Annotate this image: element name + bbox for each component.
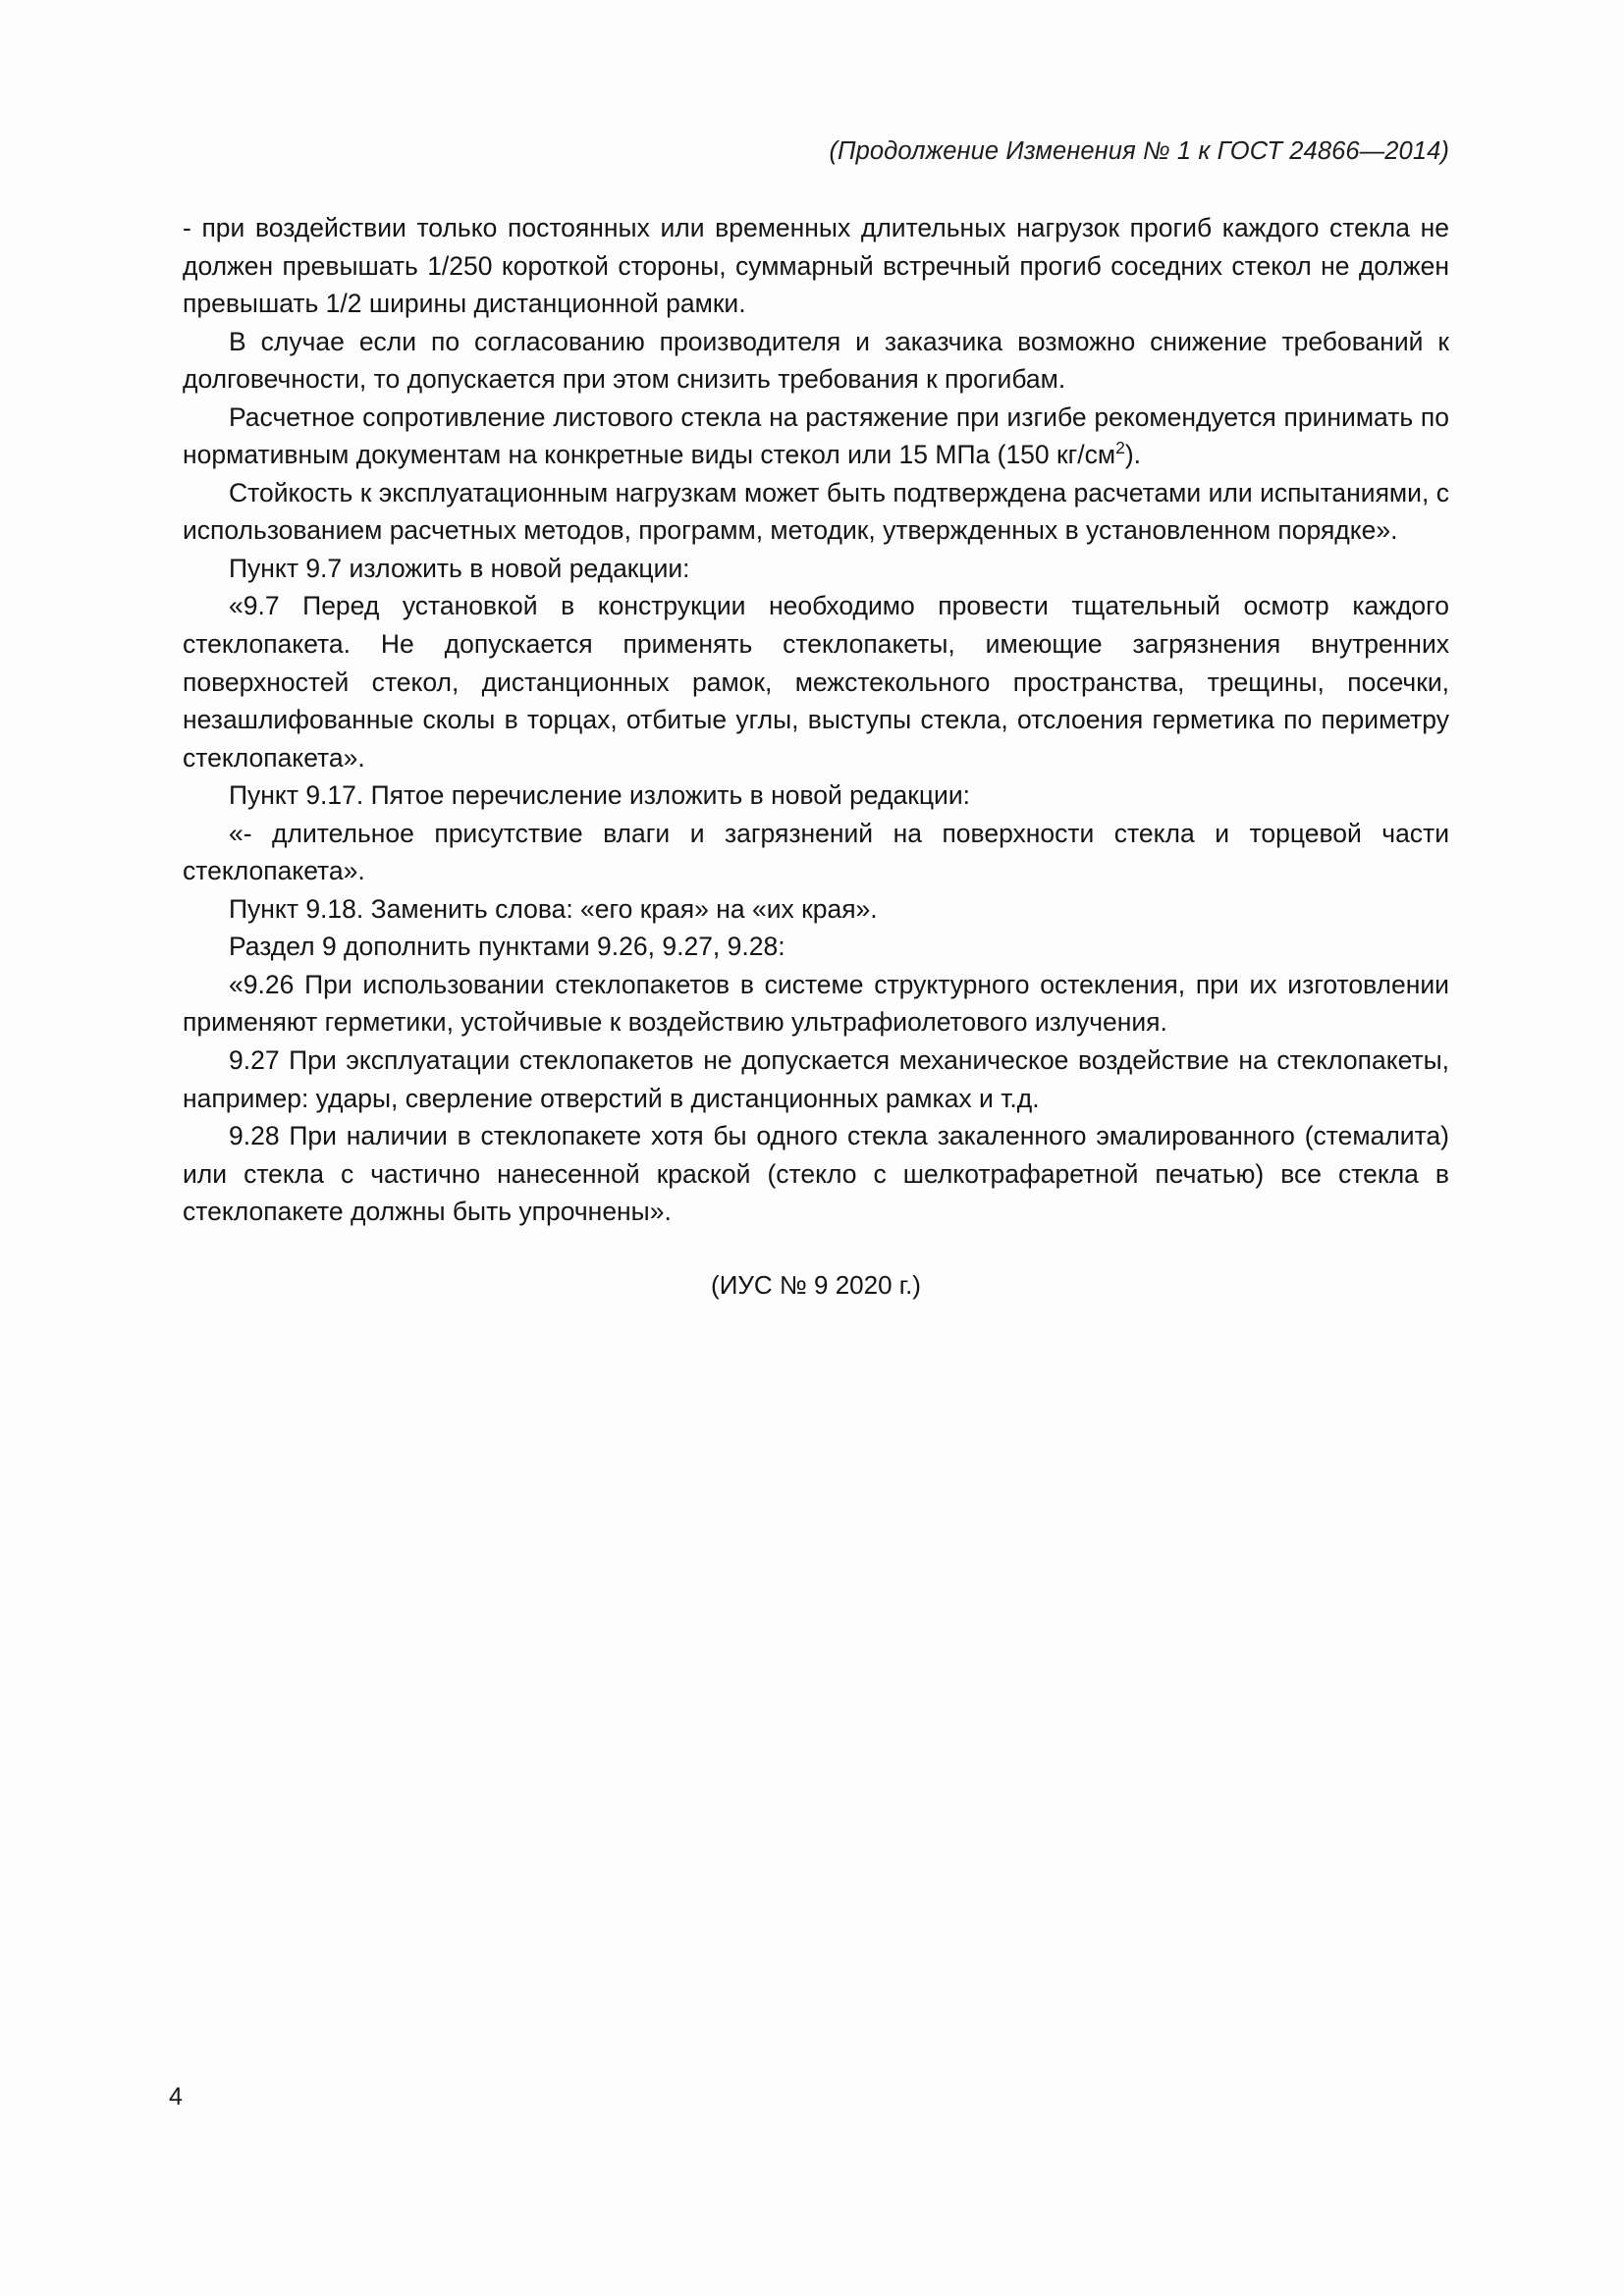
superscript-square: 2 xyxy=(1115,438,1125,458)
page-content xyxy=(183,137,1449,1301)
paragraph-clause-9-26: «9.26 При использовании стеклопакетов в системе структурного остекления, при их изготовлении применяют герметики, устойчивые к воздействию ультрафиолетового излучения. xyxy=(183,969,1449,1038)
paragraph-tensile-resistance xyxy=(183,399,1449,474)
paragraph-clause-9-7-intro: Пункт 9.7 изложить в новой редакции: xyxy=(229,553,690,583)
document-body xyxy=(183,209,1449,1231)
paragraph-clause-9-17-intro: Пункт 9.17. Пятое перечисление изложить в новой редакции: xyxy=(229,780,971,811)
paragraph-section-9-addition: Раздел 9 дополнить пунктами 9.26, 9.27, 9.28: xyxy=(229,932,785,962)
paragraph-clause-9-27: 9.27 При эксплуатации стеклопакетов не допускается механическое воздействие на стеклопакеты, например: удары, сверление отверстий в дистанционных рамках и т.д. xyxy=(183,1045,1449,1113)
document-header: (Продолжение Изменения № 1 к ГОСТ 24866—2014) xyxy=(829,137,1449,165)
page-number: 4 xyxy=(169,2083,183,2110)
paragraph-clause-9-28: 9.28 При наличии в стеклопакете хотя бы одного стекла закаленного эмалированного (стемалита) или стекла с частично нанесенной краской (стекло с шелкотрафаретной печатью) все стекла в стеклопакете должны быть упрочнены». xyxy=(183,1121,1449,1227)
paragraph-clause-9-7-text: «9.7 Перед установкой в конструкции необходимо провести тщательный осмотр каждого стеклопакета. Не допускается применять стеклопакеты, имеющие загрязнения внутренних поверхностей стекол, дистанционных рамок, межстекольного пространства, трещины, посечки, незашлифованные сколы в торцах, отбитые углы, выступы стекла, отслоения герметика по периметру стеклопакета». xyxy=(183,591,1449,773)
paragraph-clause-9-17-text: «- длительное присутствие влаги и загрязнений на поверхности стекла и торцевой части стеклопакета». xyxy=(183,818,1449,886)
paragraph-deflection-requirements: - при воздействии только постоянных или временных длительных нагрузок прогиб каждого стекла не должен превышать 1/250 короткой стороны, суммарный встречный прогиб соседних стекол не должен превышать 1/2 ширины дистанционной рамки. xyxy=(183,213,1449,319)
paragraph-clause-9-18: Пункт 9.18. Заменить слова: «его края» на «их края». xyxy=(229,893,878,924)
issue-note: (ИУС № 9 2020 г.) xyxy=(711,1269,921,1300)
paragraph-tensile-resistance-tail: ). xyxy=(1124,440,1142,470)
paragraph-durability-agreement: В случае если по согласованию производителя и заказчика возможно снижение требований к долговечности, то допускается при этом снизить требования к прогибам. xyxy=(183,326,1449,395)
paragraph-operational-loads: Стойкость к эксплуатационным нагрузкам может быть подтверждена расчетами или испытаниями, с использованием расчетных методов, программ, методик, утвержденных в установленном порядке». xyxy=(183,477,1449,546)
paragraph-tensile-resistance-text: Расчетное сопротивление листового стекла на растяжение при изгибе рекомендуется принимать по нормативным документам на конкретные виды стекол или 15 МПа (150 кг/см xyxy=(183,401,1449,470)
